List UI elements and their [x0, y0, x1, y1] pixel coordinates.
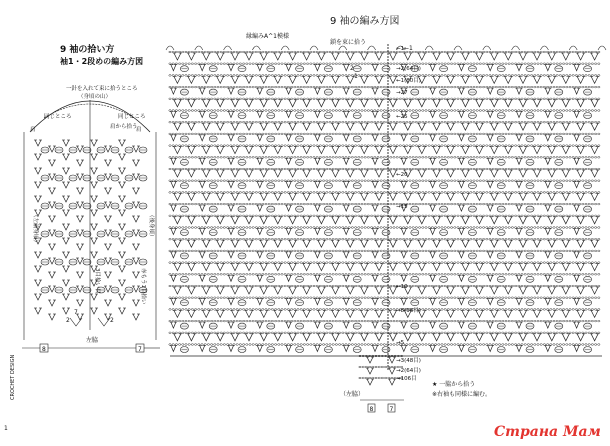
- armhole-label: 左脇: [86, 337, 99, 344]
- neck-left: 肩: [30, 127, 36, 133]
- row-mark-2: 2: [350, 65, 354, 72]
- row-marker-top: ←1: [404, 45, 413, 52]
- page-number: 1: [4, 425, 8, 432]
- legend-line-1: ★ 一脇から拾う: [432, 381, 476, 388]
- row-marker: ←1(80目): [396, 78, 421, 84]
- pickup-4-label: 赤もう1目拾い: [140, 268, 146, 305]
- side-credit: CROCHET DESIGN: [10, 354, 16, 400]
- same-place-left: 同じところ: [44, 114, 72, 120]
- bottom-7: 7: [389, 406, 394, 413]
- pattern-a-label: 縁編みA^1模様: [246, 33, 289, 40]
- row-marker: ←10: [396, 284, 408, 290]
- row-marker: →2(64目): [396, 368, 421, 374]
- pickup-note: 一針を入れて束に拾うところ: [66, 86, 138, 92]
- row-marker: ←25: [396, 114, 408, 120]
- row-marker: ←1: [396, 46, 405, 52]
- count-7: 7: [74, 309, 78, 316]
- row-marker: →5: [396, 340, 405, 346]
- row-marker: →27: [396, 90, 408, 96]
- pickup-3-label: 3目拾い目: [94, 268, 100, 294]
- same-place-right: 同じところ: [118, 114, 146, 120]
- left-subtitle: 袖1・2段めの編み方図: [60, 57, 144, 66]
- shoulder-pickup: 肩から拾う: [110, 124, 138, 130]
- chain-pickup-label: 鎖を束に拾う: [330, 39, 367, 46]
- main-title: 9 袖の編み方図: [330, 16, 400, 27]
- row-marker: →8(96目): [396, 308, 421, 314]
- count-2-right: 2: [110, 317, 114, 324]
- bottom-8-left: 8: [42, 346, 46, 353]
- neck-right: 肩: [136, 127, 142, 133]
- row-mark-1: 1: [354, 73, 358, 80]
- count-2-left: 2: [66, 317, 70, 324]
- bottom-7-left: 7: [138, 346, 142, 353]
- bottom-8: 8: [369, 406, 374, 413]
- front-body-label: （左前身頃）: [32, 212, 38, 246]
- back-body-label: （後身頃）: [148, 212, 154, 240]
- row-marker: →15: [396, 204, 408, 210]
- pickup-sub: （身頃の山）: [78, 94, 112, 100]
- row-marker: ←20: [396, 172, 408, 178]
- watermark: Страна Мам: [494, 424, 601, 440]
- side-label: （左脇）: [340, 391, 365, 398]
- row-marker: →2(64目): [396, 66, 421, 72]
- row-marker: →3(48目): [396, 358, 421, 364]
- left-title: 9 袖の拾い方: [60, 45, 115, 55]
- row-marker: →106目: [396, 376, 417, 382]
- legend-line-2: ※右袖も同様に編む。: [432, 391, 492, 398]
